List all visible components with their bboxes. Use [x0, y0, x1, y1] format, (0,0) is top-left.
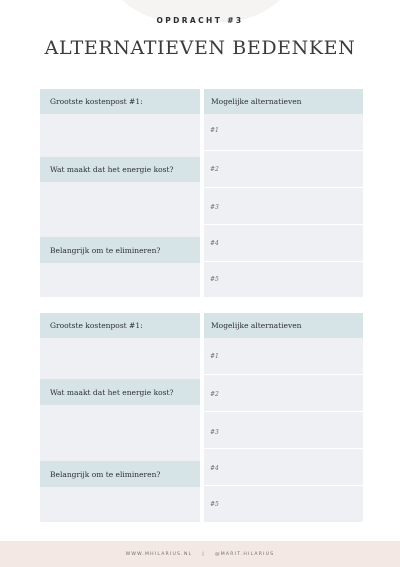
footer-bar: [0, 541, 400, 567]
worksheet-block-1: [40, 89, 363, 297]
energy-question-header: Wat maakt dat het energie kost?: [40, 157, 200, 182]
alternative-number: #4: [210, 240, 219, 247]
alternative-number: #4: [210, 465, 219, 472]
row-divider: [204, 261, 363, 262]
worksheet-block-2: [40, 313, 363, 522]
row-divider: [204, 485, 363, 486]
alternatives-header: Mogelijke alternatieven: [204, 313, 363, 338]
social-handle[interactable]: @MARIT.HILARIUS: [214, 551, 275, 557]
alternative-number: #3: [210, 204, 219, 211]
alternative-number: #3: [210, 429, 219, 436]
footer-separator: |: [202, 551, 205, 557]
row-divider: [204, 374, 363, 375]
row-divider: [204, 411, 363, 412]
eliminate-question-header: Belangrijk om te elimineren?: [40, 461, 200, 487]
cost-analysis-column: [40, 89, 200, 297]
alternative-number: #5: [210, 276, 219, 283]
website-link[interactable]: WWW.MHILARIUS.NL: [125, 551, 193, 557]
cost-label-header: Grootste kostenpost #1:: [40, 89, 200, 114]
alternative-number: #1: [210, 127, 219, 134]
cost-label-header: Grootste kostenpost #1:: [40, 313, 200, 338]
alternatives-column: [204, 313, 363, 522]
row-divider: [204, 224, 363, 225]
alternative-number: #2: [210, 391, 219, 398]
alternative-number: #5: [210, 501, 219, 508]
page-title: ALTERNATIEVEN BEDENKEN: [44, 37, 356, 59]
alternative-number: #1: [210, 353, 219, 360]
eliminate-question-header: Belangrijk om te elimineren?: [40, 237, 200, 263]
alternative-number: #2: [210, 166, 219, 173]
alternatives-column: [204, 89, 363, 297]
row-divider: [204, 187, 363, 188]
row-divider: [204, 150, 363, 151]
row-divider: [204, 448, 363, 449]
assignment-label: OPDRACHT #3: [156, 16, 244, 25]
cost-analysis-column: [40, 313, 200, 522]
alternatives-header: Mogelijke alternatieven: [204, 89, 363, 114]
energy-question-header: Wat maakt dat het energie kost?: [40, 379, 200, 405]
